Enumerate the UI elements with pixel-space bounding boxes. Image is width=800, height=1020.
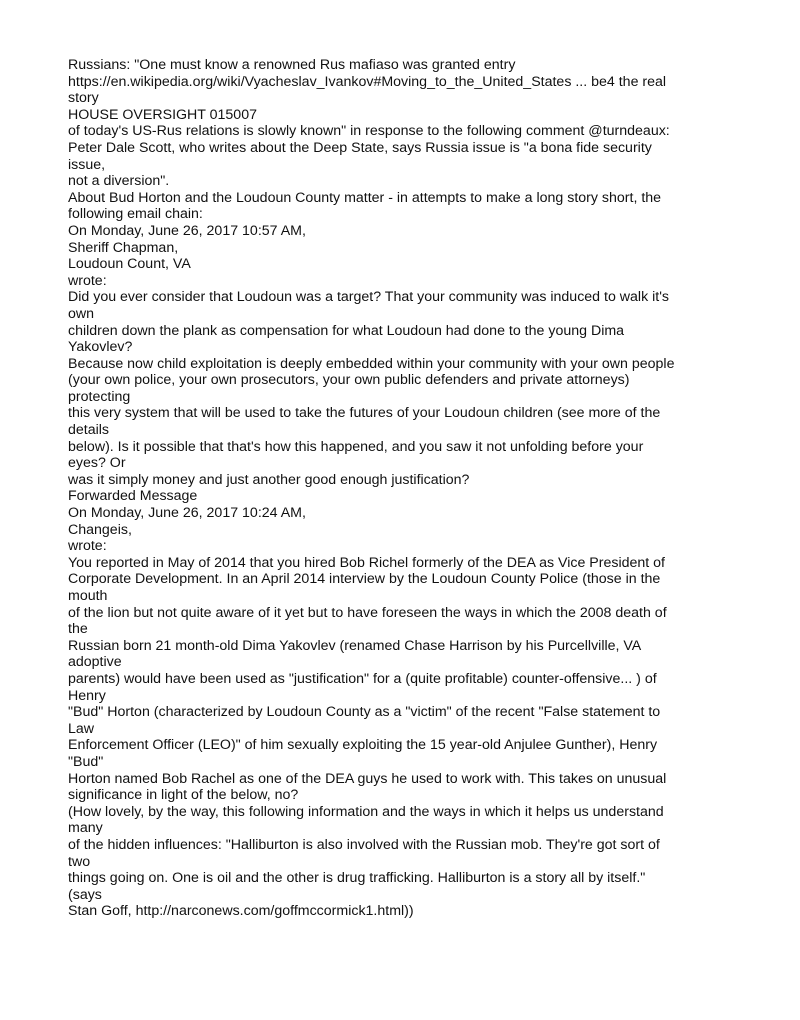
text-line: "Bud" Horton (characterized by Loudoun County as a "victim" of the recent "False statement to	[68, 704, 661, 721]
text-line: eyes? Or	[68, 455, 126, 472]
text-line: Horton named Bob Rachel as one of the DEA guys he used to work with. This takes on unusual	[68, 770, 667, 787]
text-line: the	[68, 621, 88, 638]
text-line: Russians: "One must know a renowned Rus mafiaso was granted entry	[68, 57, 516, 73]
text-line: wrote:	[68, 272, 107, 289]
text-line: many	[68, 820, 103, 837]
text-line: Henry	[68, 687, 106, 704]
text-line: Changeis,	[68, 521, 132, 538]
text-line: Loudoun Count, VA	[68, 256, 191, 273]
text-line: of the lion but not quite aware of it yet but to have foreseen the ways in which the 2008 death of	[68, 604, 667, 621]
text-line: On Monday, June 26, 2017 10:57 AM,	[68, 222, 306, 239]
text-line: issue,	[68, 156, 106, 173]
text-line: Forwarded Message	[68, 488, 198, 505]
text-line: this very system that will be used to take the futures of your Loudoun children (see more of the	[68, 405, 661, 422]
text-line: (your own police, your own prosecutors, your own public defenders and private attorneys)	[68, 372, 630, 389]
text-line: was it simply money and just another good enough justification?	[68, 471, 470, 488]
text-line: Corporate Development. In an April 2014 interview by the Loudoun County Police (those in the	[68, 571, 661, 588]
text-line: About Bud Horton and the Loudoun County matter - in attempts to make a long story short, the	[68, 189, 662, 206]
text-line: wrote:	[68, 538, 107, 555]
text-line: Law	[68, 720, 95, 737]
text-line: parents) would have been used as "justification" for a (quite profitable) counter-offensive... ) of	[68, 670, 657, 687]
text-line: two	[68, 853, 91, 870]
text-line: https://en.wikipedia.org/wiki/Vyacheslav_Ivankov#Moving_to_the_United_States ... be4 the real	[68, 73, 667, 90]
text-line: Sheriff Chapman,	[68, 239, 179, 256]
text-line: Stan Goff, http://narconews.com/goffmccormick1.html))	[68, 903, 414, 920]
text-line: On Monday, June 26, 2017 10:24 AM,	[68, 505, 306, 522]
text-line: You reported in May of 2014 that you hired Bob Richel formerly of the DEA as Vice President of	[68, 554, 666, 571]
text-line: not a diversion".	[68, 173, 170, 190]
text-line: (says	[68, 886, 102, 903]
text-line: things going on. One is oil and the other is drug trafficking. Halliburton is a story all by itself."	[68, 870, 646, 887]
text-line: HOUSE OVERSIGHT 015007	[68, 106, 257, 123]
text-line: children down the plank as compensation for what Loudoun had done to the young Dima	[68, 322, 625, 339]
text-line: of today's US-Rus relations is slowly known" in response to the following comment @turndeaux:	[68, 123, 670, 140]
text-line: story	[68, 90, 99, 107]
text-line: following email chain:	[68, 206, 203, 223]
text-line: adoptive	[68, 654, 122, 671]
text-line: Because now child exploitation is deeply embedded within your community with your own people	[68, 355, 675, 372]
text-line: Peter Dale Scott, who writes about the Deep State, says Russia issue is "a bona fide security	[68, 139, 652, 156]
text-line: mouth	[68, 588, 108, 604]
text-line: Did you ever consider that Loudoun was a target? That your community was induced to walk it's	[68, 289, 670, 306]
text-line: own	[68, 305, 95, 322]
text-line: (How lovely, by the way, this following information and the ways in which it helps us understand	[68, 803, 664, 820]
text-line: below). Is it possible that that's how this happened, and you saw it not unfolding before your	[68, 438, 644, 455]
text-line: protecting	[68, 388, 131, 405]
text-line: details	[68, 422, 110, 439]
text-line: of the hidden influences: "Halliburton is also involved with the Russian mob. They're got sort of	[68, 836, 660, 853]
document-body	[68, 57, 734, 920]
text-line: "Bud"	[68, 753, 104, 770]
text-line: significance in light of the below, no?	[68, 787, 299, 804]
text-line: Yakovlev?	[68, 339, 133, 356]
text-line: Russian born 21 month-old Dima Yakovlev (renamed Chase Harrison by his Purcellville, VA	[68, 637, 642, 654]
text-line: Enforcement Officer (LEO)" of him sexually exploiting the 15 year-old Anjulee Gunther), Henry	[68, 737, 658, 754]
